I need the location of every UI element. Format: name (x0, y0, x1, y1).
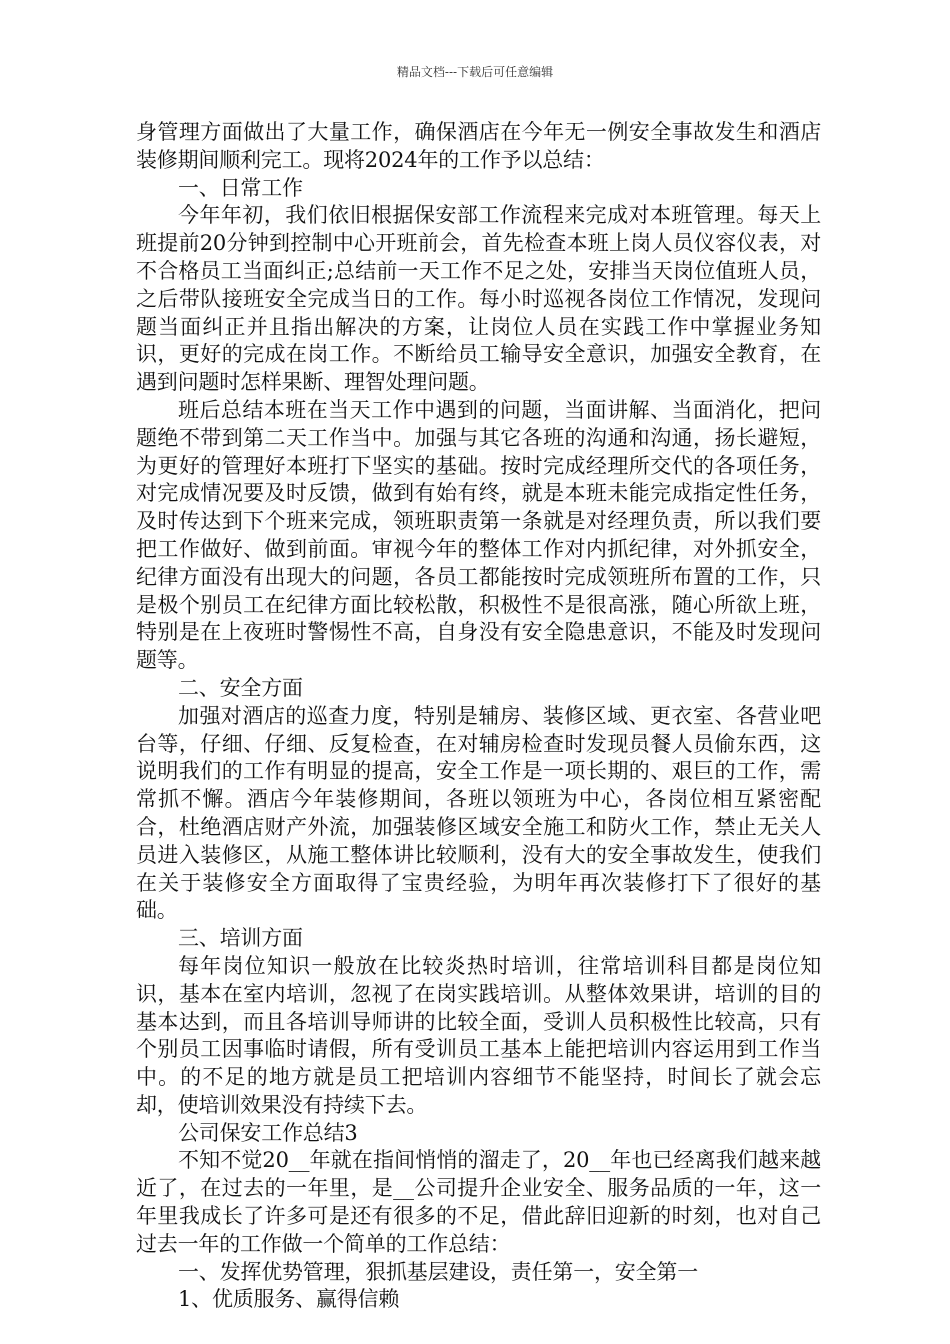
page-header-note: 精品文档---下载后可任意编辑 (396, 65, 554, 79)
section-heading-safety: 二、安全方面 (178, 675, 303, 700)
paragraph-continuation: 身管理方面做出了大量工作，确保酒店在今年无一例安全事故发生和酒店装修期间顺利完工。现将2024年的工作予以总结： (136, 120, 821, 172)
subheading-quality-service: 1、优质服务、赢得信赖 (178, 1287, 400, 1312)
section-heading-summary-3: 公司保安工作总结3 (178, 1120, 358, 1145)
paragraph-summary-intro: 不知不觉20__年就在指间悄悄的溜走了，20__年也已经离我们越来越近了，在过去的一年里，是__公司提升企业安全、服务品质的一年，这一年里我成长了许多可是还有很多的不足，借此辞旧迎新的时刻，也对自己过去一年的工作做一个简单的工作总结： (136, 1148, 821, 1256)
paragraph-daily-work-1: 今年年初，我们依旧根据保安部工作流程来完成对本班管理。每天上班提前20分钟到控制中心开班前会，首先检查本班上岗人员仪容仪表，对不合格员工当面纠正;总结前一天工作不足之处，安排当天岗位值班人员，之后带队接班安全完成当日的工作。每小时巡视各岗位工作情况，发现问题当面纠正并且指出解决的方案，让岗位人员在实践工作中掌握业务知识，更好的完成在岗工作。不断给员工输导安全意识，加强安全教育，在遇到问题时怎样果断、理智处理问题。 (136, 203, 821, 395)
paragraph-training: 每年岗位知识一般放在比较炎热时培训，往常培训科目都是岗位知识，基本在室内培训，忽视了在岗实践培训。从整体效果讲，培训的目的基本达到，而且各培训导师讲的比较全面，受训人员积极性比较高，只有个别员工因事临时请假，所有受训员工基本上能把培训内容运用到工作当中。的不足的地方就是员工把培训内容细节不能坚持，时间长了就会忘却，使培训效果没有持续下去。 (136, 953, 821, 1117)
document-body (136, 119, 821, 1314)
section-heading-training: 三、培训方面 (178, 926, 303, 951)
section-heading-management: 一、发挥优势管理，狠抓基层建设，责任第一，安全第一 (178, 1259, 698, 1284)
paragraph-safety: 加强对酒店的巡查力度，特别是辅房、装修区域、更衣室、各营业吧台等，仔细、仔细、反复检查，在对辅房检查时发现员餐人员偷东西，这说明我们的工作有明显的提高，安全工作是一项长期的、艰巨的工作，需常抓不懈。酒店今年装修期间，各班以领班为中心，各岗位相互紧密配合，杜绝酒店财产外流，加强装修区域安全施工和防火工作，禁止无关人员进入装修区，从施工整体讲比较顺利，没有大的安全事故发生，使我们在关于装修安全方面取得了宝贵经验，为明年再次装修打下了很好的基础。 (136, 703, 821, 923)
paragraph-daily-work-2: 班后总结本班在当天工作中遇到的问题，当面讲解、当面消化，把问题绝不带到第二天工作当中。加强与其它各班的沟通和沟通，扬长避短，为更好的管理好本班打下坚实的基础。按时完成经理所交代的各项任务，对完成情况要及时反馈，做到有始有终，就是本班未能完成指定性任务，及时传达到下个班来完成，领班职责第一条就是对经理负责，所以我们要把工作做好、做到前面。审视今年的整体工作对内抓纪律，对外抓安全，纪律方面没有出现大的问题，各员工都能按时完成领班所布置的工作，只是极个别员工在纪律方面比较松散，积极性不是很高涨，随心所欲上班，特别是在上夜班时警惕性不高，自身没有安全隐患意识，不能及时发现问题等。 (136, 397, 821, 673)
section-heading-daily-work: 一、日常工作 (178, 175, 303, 200)
